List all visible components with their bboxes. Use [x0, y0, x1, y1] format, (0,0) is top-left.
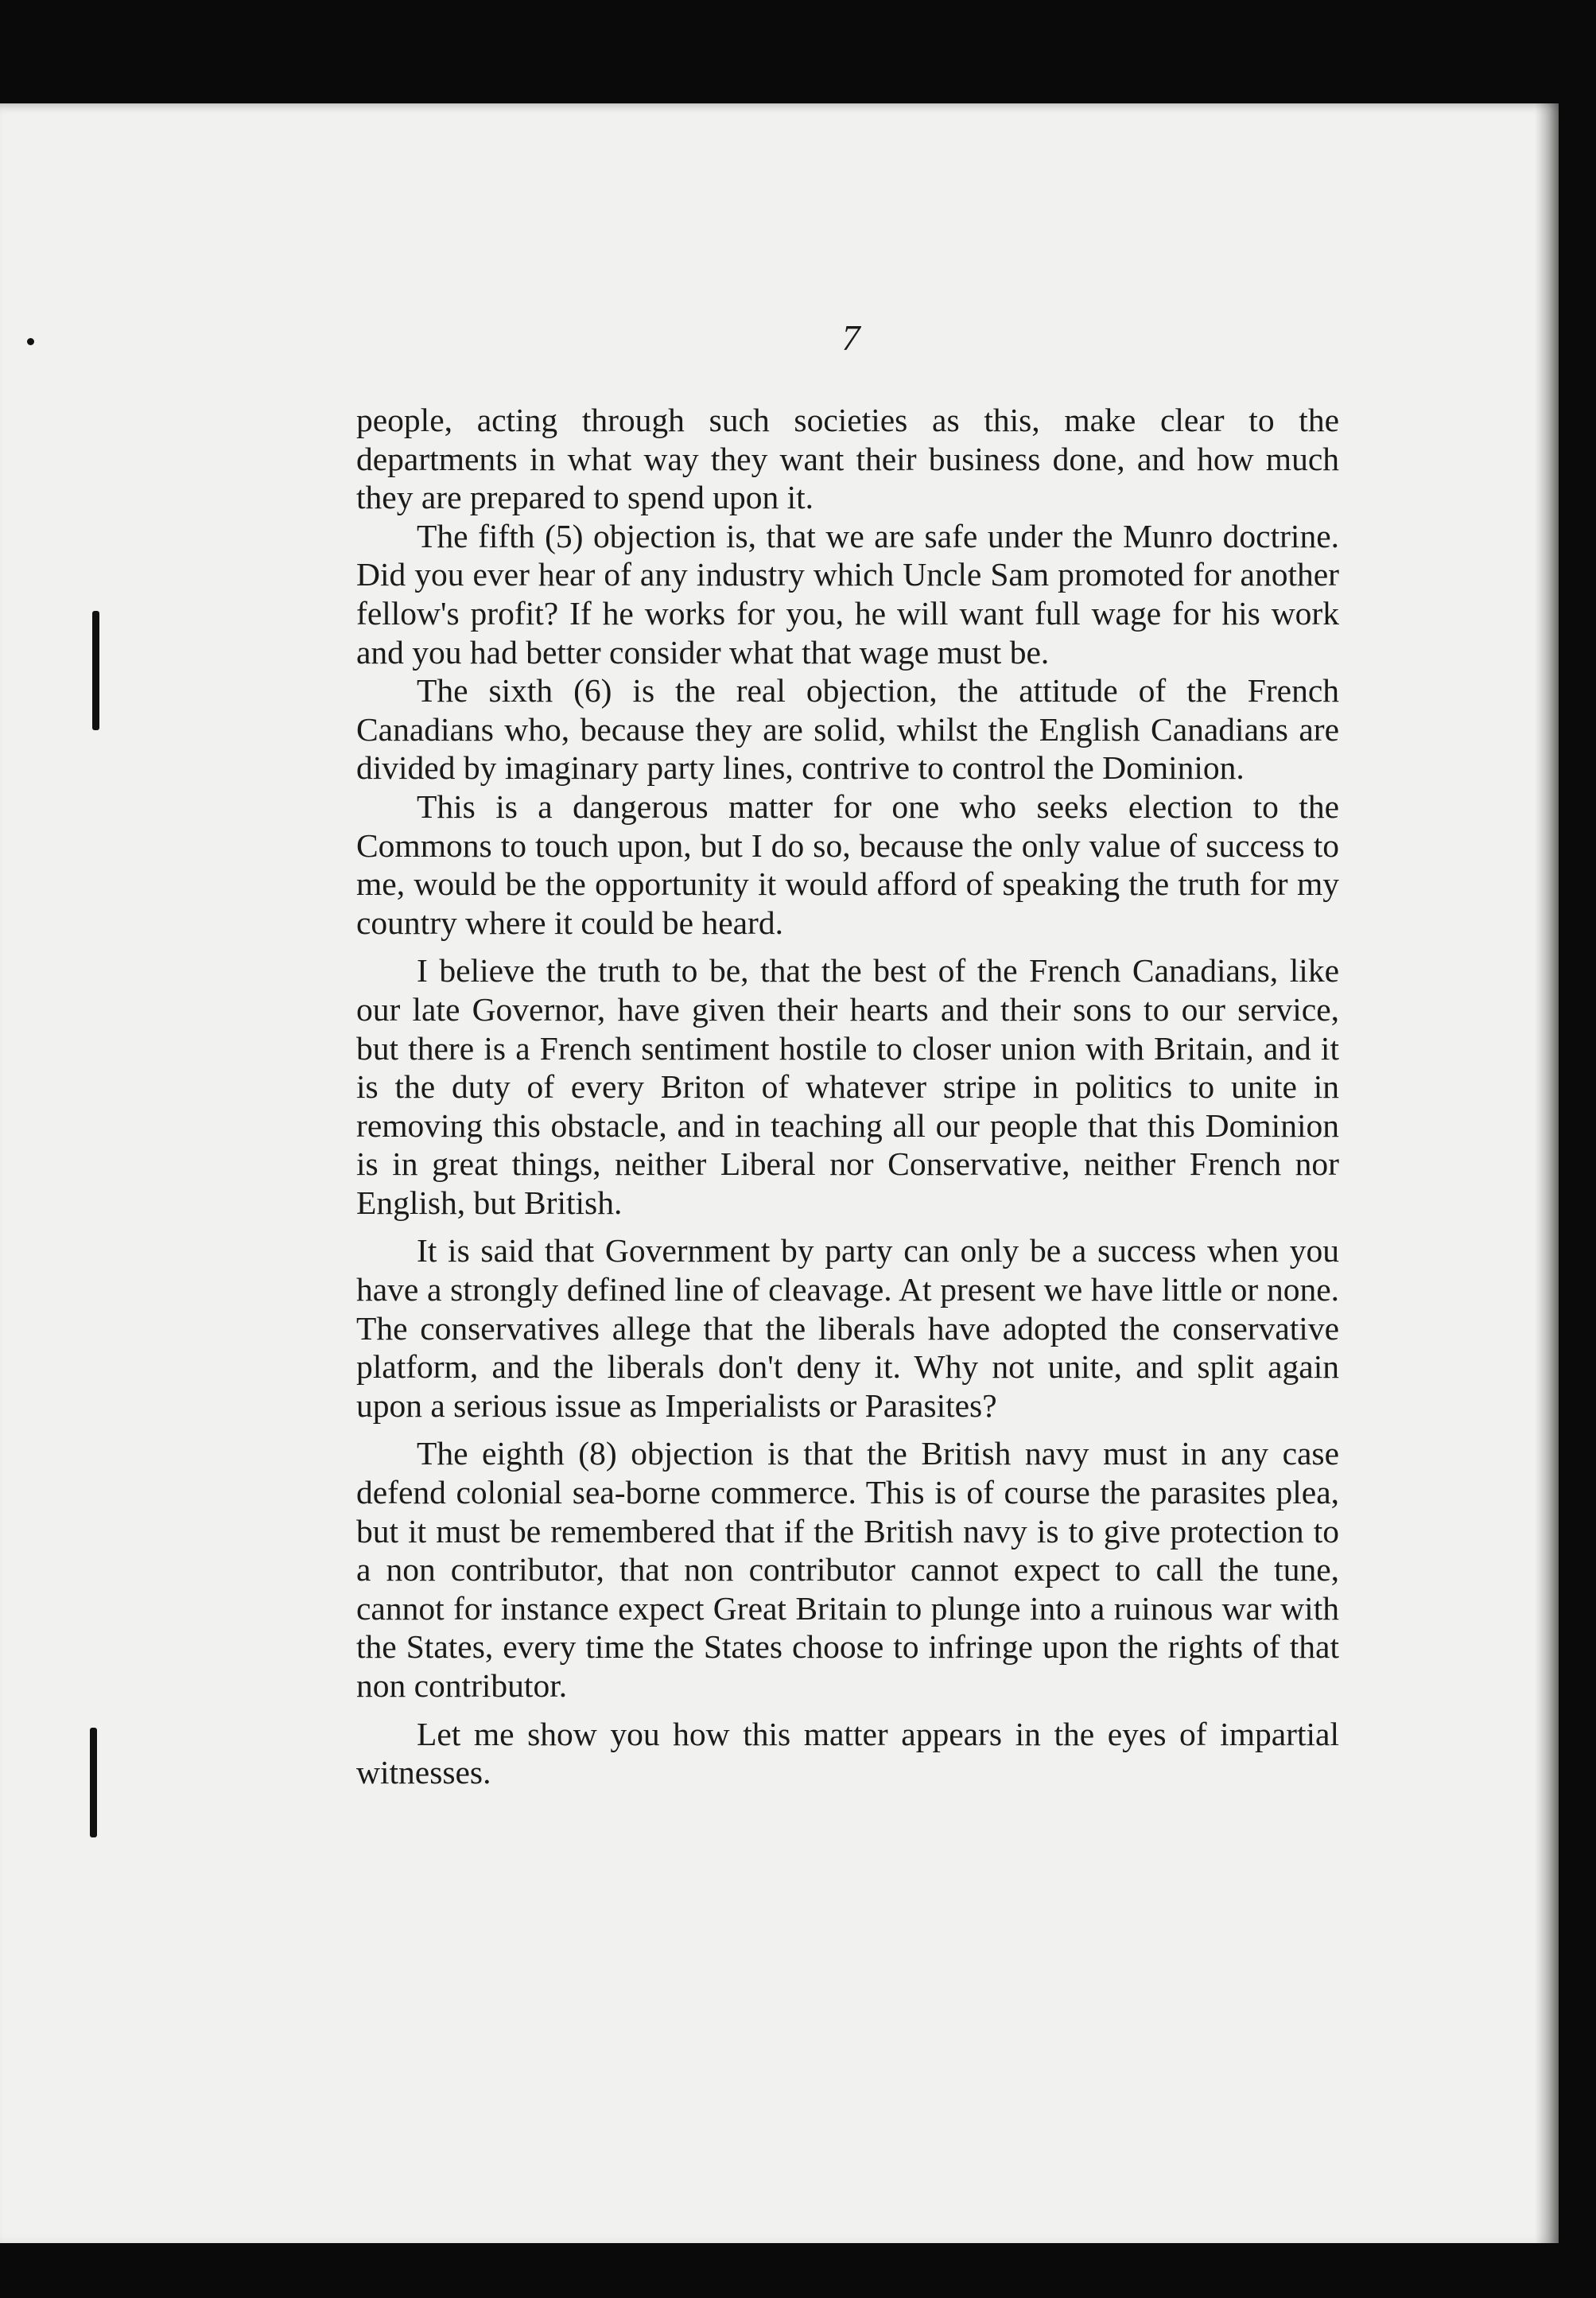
body-text — [356, 401, 1339, 1792]
paragraph-continuation: people, acting through such societies as this, make clear to the departments in what way they want their business done, and how much they are prepared to spend upon it. — [356, 402, 1339, 516]
paragraph-dangerous-matter: This is a dangerous matter for one who seeks election to the Commons to touch upon, but I do so, because the only value of success to me, would be the opportunity it would afford of speaking the truth for my country where it could be heard. — [356, 787, 1339, 941]
binding-hole-dot — [27, 338, 34, 345]
paragraph-impartial-witnesses: Let me show you how this matter appears in the eyes of impartial witnesses. — [356, 1715, 1339, 1791]
paragraph-french-canadians: I believe the truth to be, that the best of the French Canadians, like our late Governor, have given their hearts and their sons to our service, but there is a French sentiment hostile to closer union with Britain, and it is the duty of every Briton of whatever stripe in politics to unite in removing this obstacle, and in teaching all our people that this Dominion is in great things, neither Liberal nor Conservative, neither French nor English, but British. — [356, 952, 1339, 1221]
paragraph-eighth-objection: The eighth (8) objection is that the British navy must in any case defend colonial sea-borne commerce. This is of course the parasites plea, but it must be remembered that if the British navy is to give protection to a non contributor, that non contributor cannot expect to call the tune, cannot for instance expect Great Britain to plunge into a ruinous war with the States, every time the States choose to infringe upon the rights of that non contributor. — [356, 1435, 1339, 1704]
binding-staple-mark-upper — [92, 611, 99, 730]
binding-staple-mark-lower — [90, 1728, 97, 1837]
page-number: 7 — [841, 317, 860, 358]
paragraph-sixth-objection: The sixth (6) is the real objection, the attitude of the French Canadians who, because they are solid, whilst the English Canadians are divided by imaginary party lines, contrive to control the Dominion. — [356, 672, 1339, 787]
paper-right-edge-shadow — [1535, 103, 1559, 2243]
paragraph-fifth-objection: The fifth (5) objection is, that we are safe under the Munro doctrine. Did you ever hear of any industry which Uncle Sam promoted for another fellow's profit? If he works for you, he will want full wage for his work and you had better consider what that wage must be. — [356, 517, 1339, 671]
paragraph-government-by-party: It is said that Government by party can only be a success when you have a strongly defined line of cleavage. At present we have little or none. The conservatives allege that the liberals have adopted the conservative platform, and the liberals don't deny it. Why not unite, and split again upon a serious issue as Imperialists or Parasites? — [356, 1232, 1339, 1424]
